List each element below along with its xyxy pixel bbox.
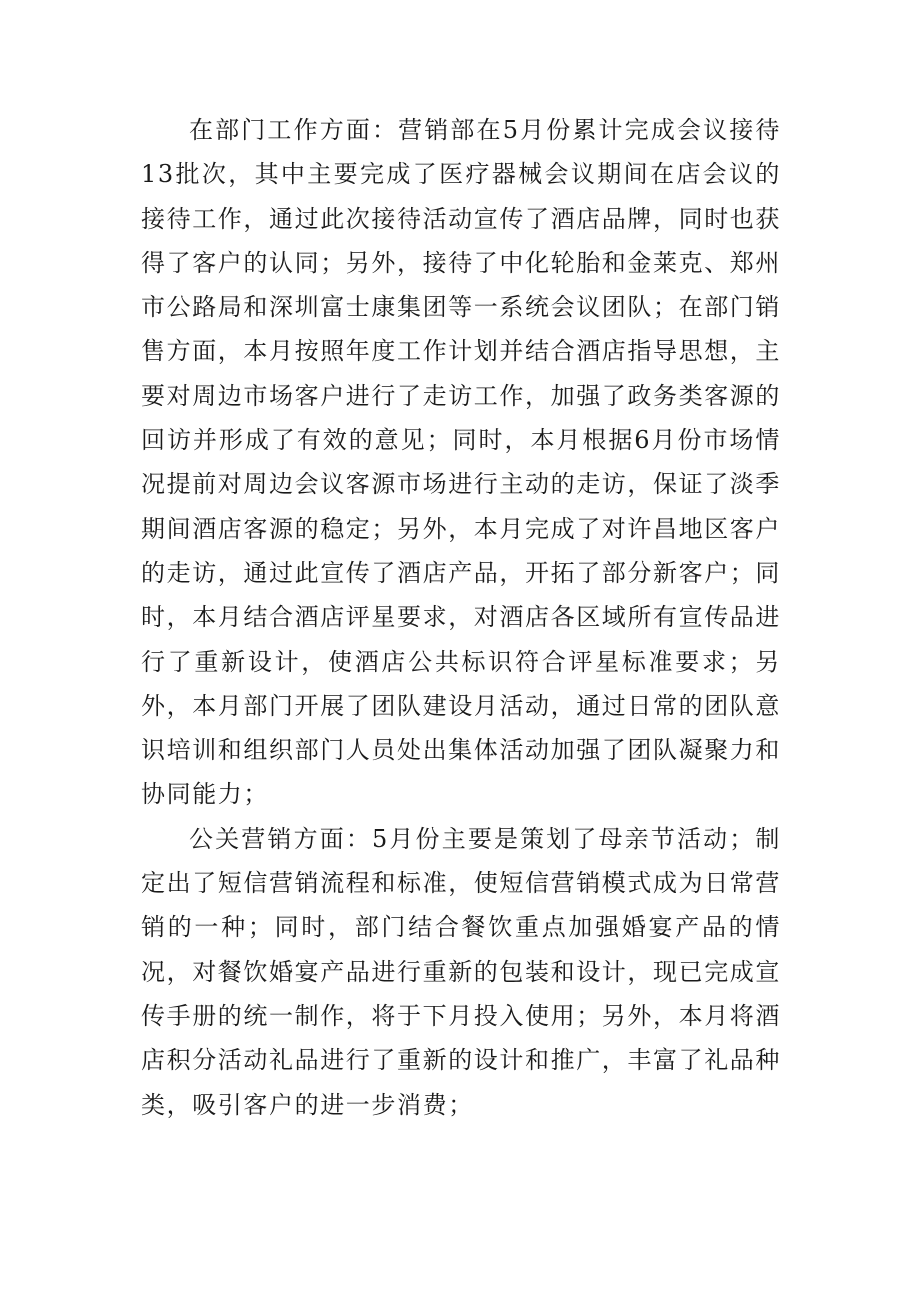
paragraph-department-work: 在部门工作方面：营销部在5月份累计完成会议接待13批次，其中主要完成了医疗器械会议期间在店会议的接待工作，通过此次接待活动宣传了酒店品牌，同时也获得了客户的认同；另外，接待了中化轮胎和金莱克、郑州市公路局和深圳富士康集团等一系统会议团队；在部门销售方面，本月按照年度工作计划并结合酒店指导思想，主要对周边市场客户进行了走访工作，加强了政务类客源的回访并形成了有效的意见；同时，本月根据6月份市场情况提前对周边会议客源市场进行主动的走访，保证了淡季期间酒店客源的稳定；另外，本月完成了对许昌地区客户的走访，通过此宣传了酒店产品，开拓了部分新客户；同时，本月结合酒店评星要求，对酒店各区域所有宣传品进行了重新设计，使酒店公共标识符合评星标准要求；另外，本月部门开展了团队建设月活动，通过日常的团队意识培训和组织部门人员处出集体活动加强了团队凝聚力和协同能力；	[141, 116, 781, 809]
paragraph-pr-marketing: 公关营销方面：5月份主要是策划了母亲节活动；制定出了短信营销流程和标准，使短信营销模式成为日常营销的一种；同时，部门结合餐饮重点加强婚宴产品的情况，对餐饮婚宴产品进行重新的包装和设计，现已完成宣传手册的统一制作，将于下月投入使用；另外，本月将酒店积分活动礼品进行了重新的设计和推广，丰富了礼品种类，吸引客户的进一步消费；	[141, 824, 781, 1119]
document-body	[141, 108, 781, 1127]
